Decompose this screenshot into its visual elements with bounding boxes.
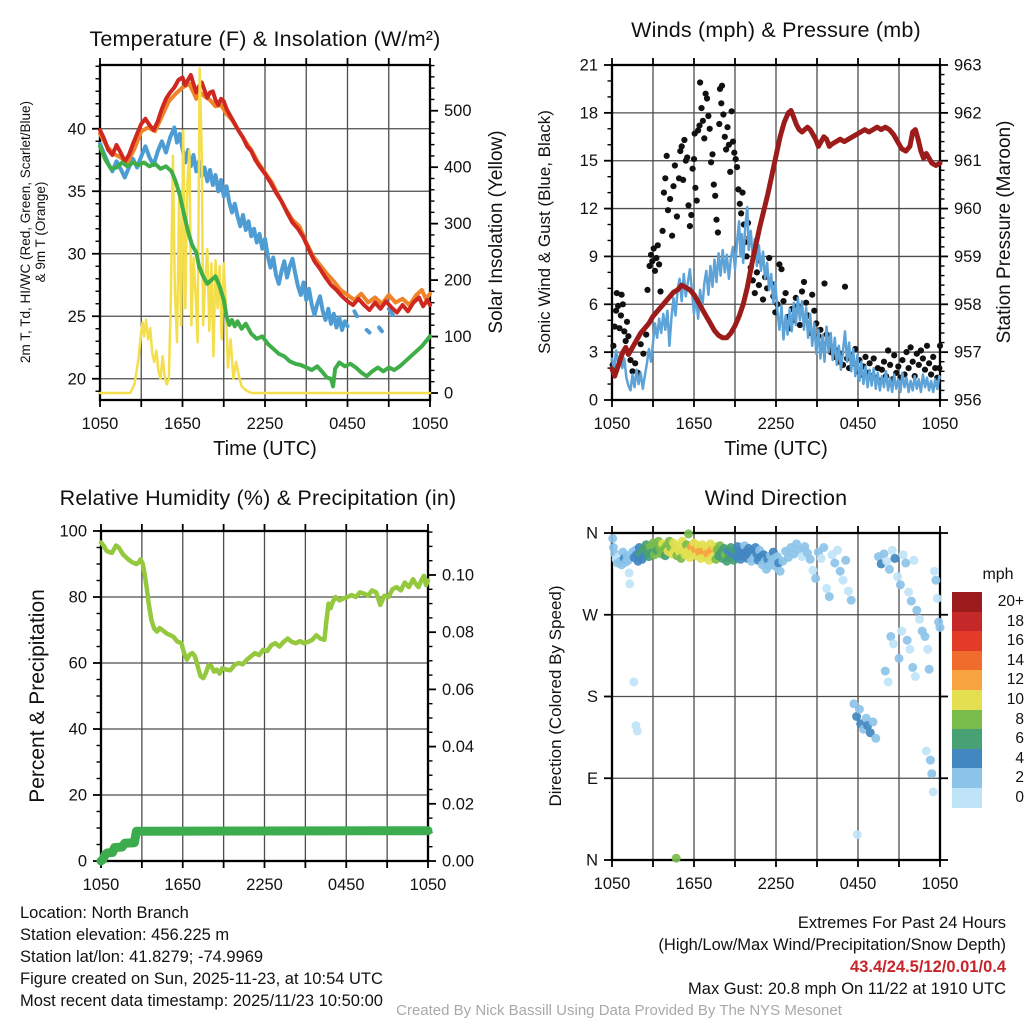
svg-text:1050: 1050 [411,415,449,433]
svg-text:958: 958 [954,295,982,314]
svg-text:S: S [586,688,598,706]
legend-swatch [952,670,982,690]
legend-label: 6 [1015,730,1024,748]
legend-swatch [952,749,982,769]
legend-label: 16 [1006,632,1024,650]
svg-text:2250: 2250 [246,876,283,894]
svg-text:0.08: 0.08 [442,623,475,642]
svg-text:0450: 0450 [327,876,365,894]
svg-text:400: 400 [444,158,472,177]
yaxis-label-pressure: Station Pressure (Maroon) [994,120,1015,344]
svg-text:963: 963 [954,56,982,75]
svg-text:1050: 1050 [81,415,119,433]
svg-text:1050: 1050 [921,875,959,893]
svg-text:E: E [586,769,598,788]
chart-title-wind-direction: Wind Direction [704,486,848,510]
speed-colorbar-labels [986,592,1024,808]
svg-text:2250: 2250 [757,875,795,893]
svg-text:500: 500 [444,102,472,121]
svg-text:959: 959 [954,247,982,266]
footer-location: Location: North Branch [20,904,189,922]
svg-text:962: 962 [954,104,982,123]
yaxis-label-percent-precip: Percent & Precipitation [26,589,49,803]
svg-text:30: 30 [67,245,86,264]
svg-text:1050: 1050 [409,876,447,894]
svg-text:18: 18 [579,104,598,123]
svg-text:1650: 1650 [164,876,202,894]
footer-created: Figure created on Sun, 2025-11-23, at 10:54 UTC [20,970,383,988]
svg-text:12: 12 [579,200,598,219]
svg-text:956: 956 [954,391,982,410]
svg-text:0.04: 0.04 [442,738,475,757]
footer-timestamp: Most recent data timestamp: 2025/11/23 10:50:00 [20,992,383,1010]
legend-swatch [952,690,982,710]
svg-text:35: 35 [67,182,86,201]
legend-swatch [952,768,982,788]
svg-text:N: N [586,851,598,870]
yaxis-label-direction: Direction (Colored By Speed) [546,585,565,807]
yaxis-label-temperature-left: 2m T, Td, HI/WC (Red, Green, Scarlet/Blue) & 9m T (Orange) [18,100,48,364]
legend-swatch [952,612,982,632]
extremes-subtitle: (High/Low/Max Wind/Precipitation/Snow Depth) [658,936,1006,954]
svg-text:6: 6 [588,295,598,314]
svg-text:0.06: 0.06 [442,680,475,699]
svg-text:2250: 2250 [246,415,284,433]
svg-text:957: 957 [954,343,982,362]
svg-text:0: 0 [588,391,598,410]
chart-title-humidity: Relative Humidity (%) & Precipitation (in) [59,486,457,510]
svg-text:960: 960 [954,200,982,219]
svg-text:1050: 1050 [593,875,631,893]
svg-text:20: 20 [67,370,86,389]
legend-swatch [952,729,982,749]
legend-label: 8 [1015,710,1024,728]
svg-text:80: 80 [68,588,87,607]
svg-text:3: 3 [588,343,598,362]
yaxis-label-insolation: Solar Insolation (Yellow) [486,130,507,334]
svg-text:0.00: 0.00 [442,852,475,871]
svg-text:0450: 0450 [329,415,366,433]
speed-colorbar [952,592,982,808]
legend-swatch [952,710,982,730]
svg-text:200: 200 [444,271,472,290]
svg-text:0450: 0450 [839,875,877,893]
legend-label: 2 [1015,769,1024,787]
svg-text:1050: 1050 [921,415,959,433]
legend-swatch [952,592,982,612]
svg-text:20: 20 [68,786,87,805]
svg-text:0.10: 0.10 [442,566,475,585]
svg-text:9: 9 [588,247,598,266]
chart-title-temperature: Temperature (F) & Insolation (W/m²) [89,27,441,51]
svg-text:0: 0 [77,852,87,871]
legend-label: 12 [1006,671,1024,689]
svg-text:W: W [582,606,598,625]
chart-title-winds: Winds (mph) & Pressure (mb) [631,18,921,42]
legend-label: 0 [1015,788,1024,806]
footer-latlon: Station lat/lon: 41.8279; -74.9969 [20,948,264,966]
svg-text:15: 15 [579,152,598,171]
legend-label: 14 [1006,651,1024,669]
legend-swatch [952,631,982,651]
legend-label: 20+ [997,593,1024,610]
svg-text:1050: 1050 [82,876,120,894]
extremes-values: 43.4/24.5/12/0.01/0.4 [850,958,1006,976]
legend-label: 18 [1006,612,1024,630]
legend-swatch [952,651,982,671]
svg-text:25: 25 [67,307,86,326]
svg-text:0: 0 [444,384,454,403]
legend-label: 10 [1006,690,1024,708]
extremes-title: Extremes For Past 24 Hours [797,914,1006,932]
svg-text:961: 961 [954,152,982,171]
svg-text:N: N [586,524,598,543]
credit-line: Created By Nick Bassill Using Data Provided By The NYS Mesonet [396,1002,842,1019]
svg-text:300: 300 [444,215,472,234]
svg-text:0.02: 0.02 [442,795,475,814]
xaxis-label-winds: Time (UTC) [724,438,828,460]
svg-text:60: 60 [68,654,87,673]
max-gust: Max Gust: 20.8 mph On 11/22 at 1910 UTC [688,980,1006,998]
svg-text:1650: 1650 [164,415,201,433]
footer-elevation: Station elevation: 456.225 m [20,926,230,944]
svg-text:0450: 0450 [839,415,877,433]
xaxis-label-temperature: Time (UTC) [213,438,317,460]
svg-text:40: 40 [68,720,87,739]
svg-text:1650: 1650 [675,415,713,433]
svg-text:2250: 2250 [757,415,795,433]
svg-text:1050: 1050 [593,415,631,433]
svg-text:1650: 1650 [675,875,713,893]
svg-text:100: 100 [444,328,472,347]
legend-swatch [952,788,982,808]
legend-label: 4 [1015,749,1024,767]
legend-title-mph: mph [982,566,1014,583]
svg-text:21: 21 [579,56,598,75]
svg-text:40: 40 [67,120,86,139]
yaxis-label-wind: Sonic Wind & Gust (Blue, Black) [535,110,554,354]
svg-text:100: 100 [59,522,87,541]
